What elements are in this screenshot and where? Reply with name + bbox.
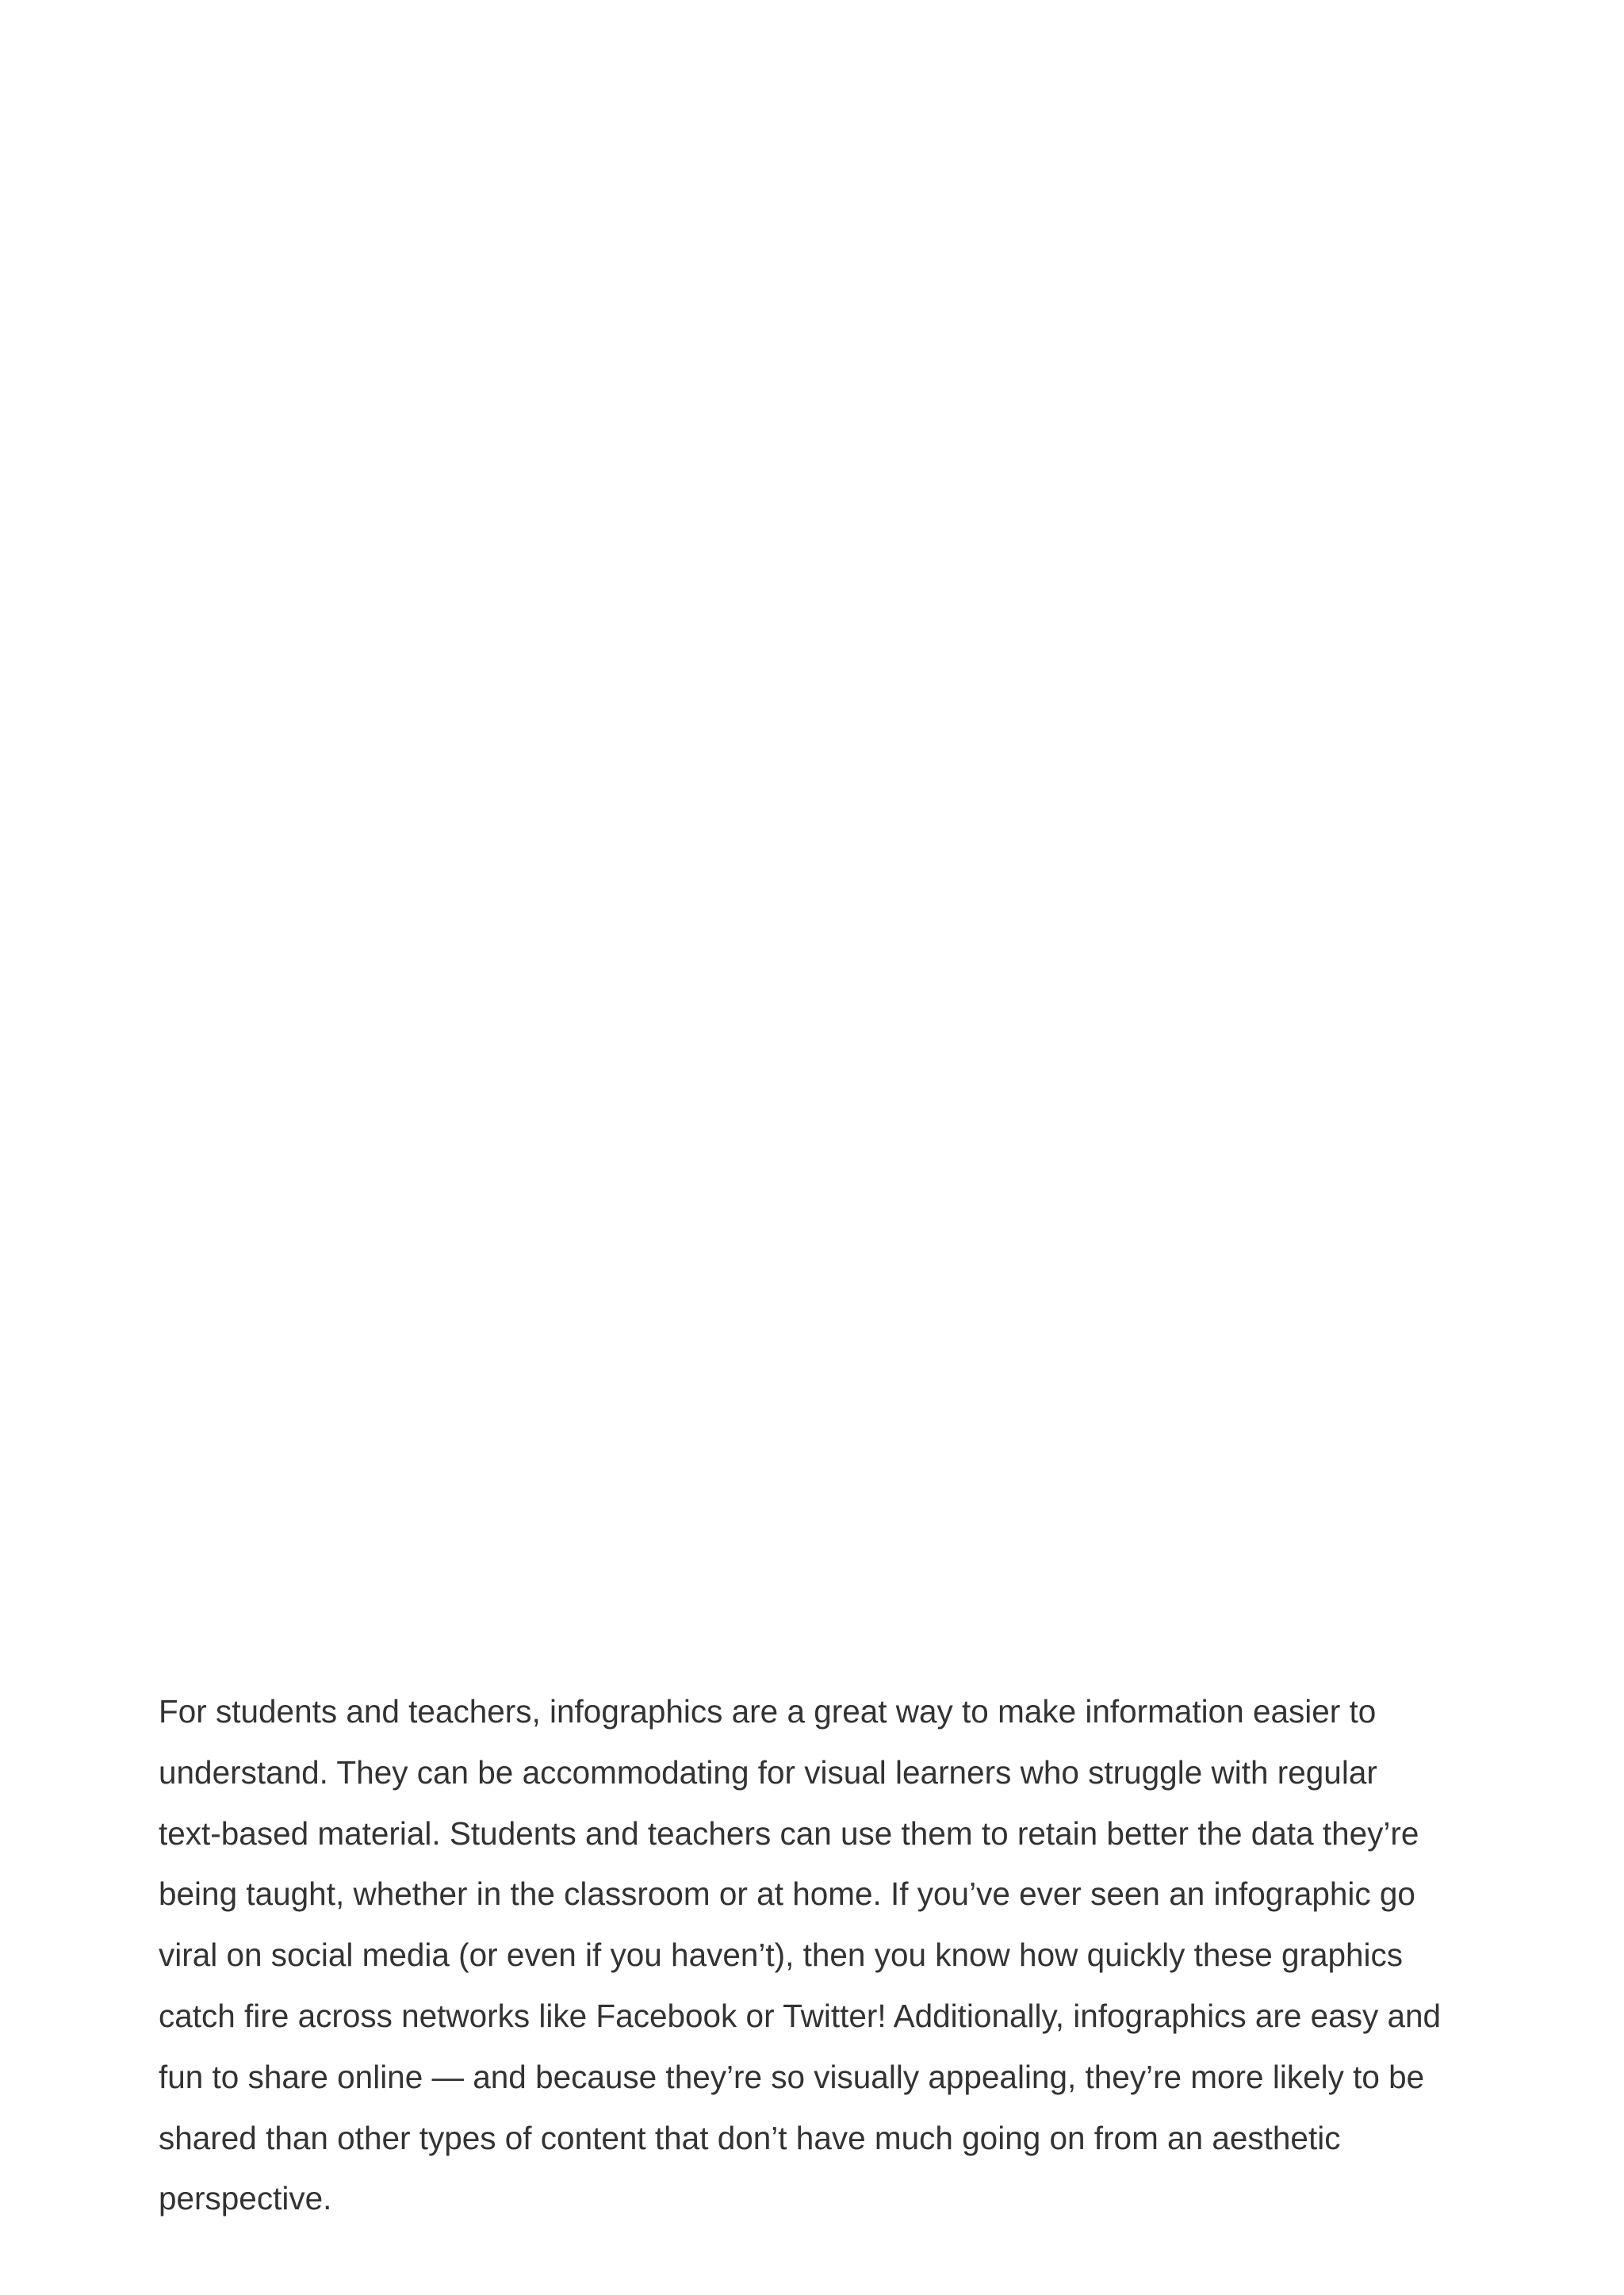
paragraph-line: being taught, whether in the classroom or at home. If you’ve ever seen an infographic go bbox=[159, 1875, 1415, 1913]
paragraph-line: perspective. bbox=[159, 2180, 332, 2217]
paragraph-line: catch fire across networks like Facebook or Twitter! Additionally, infographics are easy and bbox=[159, 1997, 1442, 2034]
paragraph-line: For students and teachers, infographics are a great way to make information easier to bbox=[159, 1693, 1377, 1730]
paragraph-line: text-based material. Students and teachers can use them to retain better the data they’re bbox=[159, 1814, 1419, 1852]
paragraph-line: shared than other types of content that don’t have much going on from an aesthetic bbox=[159, 2119, 1341, 2156]
paragraph-line: viral on social media (or even if you haven’t), then you know how quickly these graphics bbox=[159, 1937, 1404, 1974]
paragraph-line: fun to share online — and because they’re so visually appealing, they’re more likely to be bbox=[159, 2058, 1425, 2095]
body-paragraph bbox=[159, 1681, 1499, 2229]
paragraph-line: understand. They can be accommodating for visual learners who struggle with regular bbox=[159, 1753, 1377, 1791]
